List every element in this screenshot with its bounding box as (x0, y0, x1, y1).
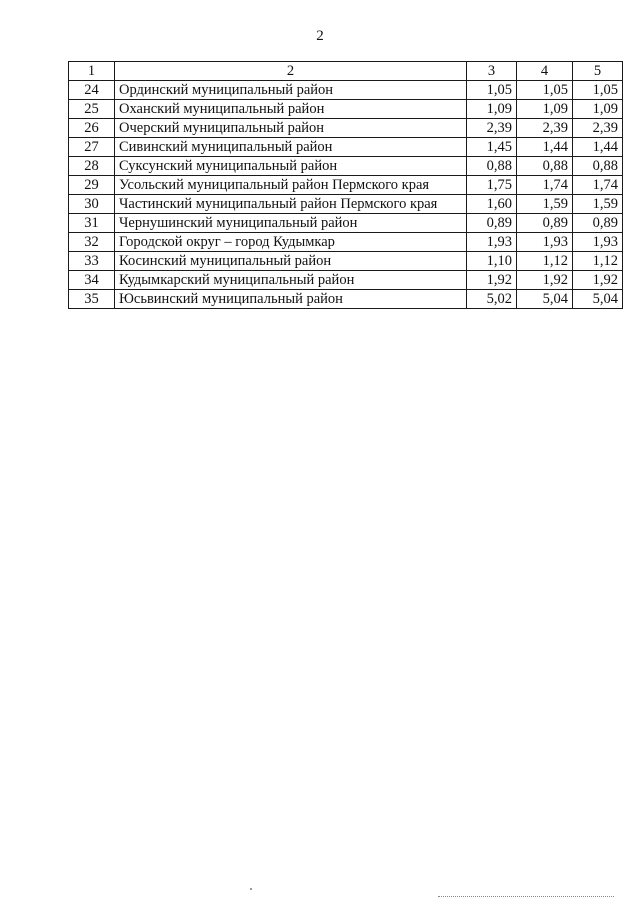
value-col4-cell: 0,88 (517, 157, 573, 176)
district-name-cell: Частинский муниципальный район Пермского края (115, 195, 467, 214)
district-name-cell: Очерский муниципальный район (115, 119, 467, 138)
value-col3-cell: 1,75 (467, 176, 517, 195)
column-header-4: 4 (517, 62, 573, 81)
row-number-cell: 30 (69, 195, 115, 214)
table-row (69, 138, 623, 157)
table-row (69, 176, 623, 195)
value-col4-cell: 1,05 (517, 81, 573, 100)
value-col5-cell: 1,44 (573, 138, 623, 157)
value-col3-cell: 1,10 (467, 252, 517, 271)
column-header-5: 5 (573, 62, 623, 81)
value-col3-cell: 1,92 (467, 271, 517, 290)
row-number-cell: 28 (69, 157, 115, 176)
value-col5-cell: 1,93 (573, 233, 623, 252)
value-col4-cell: 5,04 (517, 290, 573, 309)
value-col5-cell: 1,74 (573, 176, 623, 195)
scan-speck (250, 888, 252, 890)
row-number-cell: 32 (69, 233, 115, 252)
value-col5-cell: 1,59 (573, 195, 623, 214)
value-col4-cell: 1,74 (517, 176, 573, 195)
value-col5-cell: 0,88 (573, 157, 623, 176)
row-number-cell: 31 (69, 214, 115, 233)
value-col5-cell: 1,09 (573, 100, 623, 119)
value-col3-cell: 2,39 (467, 119, 517, 138)
value-col3-cell: 0,89 (467, 214, 517, 233)
value-col4-cell: 1,93 (517, 233, 573, 252)
value-col4-cell: 1,12 (517, 252, 573, 271)
table-row (69, 81, 623, 100)
value-col4-cell: 1,09 (517, 100, 573, 119)
district-name-cell: Усольский муниципальный район Пермского края (115, 176, 467, 195)
column-header-1: 1 (69, 62, 115, 81)
table-row (69, 214, 623, 233)
page-number: 2 (316, 28, 324, 44)
value-col4-cell: 0,89 (517, 214, 573, 233)
district-name-cell: Оханский муниципальный район (115, 100, 467, 119)
value-col5-cell: 2,39 (573, 119, 623, 138)
district-name-cell: Ординский муниципальный район (115, 81, 467, 100)
value-col4-cell: 2,39 (517, 119, 573, 138)
district-name-cell: Сивинский муниципальный район (115, 138, 467, 157)
value-col4-cell: 1,92 (517, 271, 573, 290)
value-col3-cell: 1,45 (467, 138, 517, 157)
table-row (69, 100, 623, 119)
column-header-2: 2 (115, 62, 467, 81)
row-number-cell: 34 (69, 271, 115, 290)
table-row (69, 233, 623, 252)
table-row (69, 119, 623, 138)
district-name-cell: Городской округ – город Кудымкар (115, 233, 467, 252)
value-col5-cell: 5,04 (573, 290, 623, 309)
value-col3-cell: 5,02 (467, 290, 517, 309)
table-row (69, 271, 623, 290)
district-name-cell: Суксунский муниципальный район (115, 157, 467, 176)
value-col5-cell: 1,12 (573, 252, 623, 271)
row-number-cell: 26 (69, 119, 115, 138)
row-number-cell: 29 (69, 176, 115, 195)
row-number-cell: 35 (69, 290, 115, 309)
value-col4-cell: 1,44 (517, 138, 573, 157)
table-row (69, 290, 623, 309)
district-name-cell: Юсьвинский муниципальный район (115, 290, 467, 309)
row-number-cell: 24 (69, 81, 115, 100)
table-row (69, 252, 623, 271)
table-row (69, 195, 623, 214)
district-name-cell: Чернушинский муниципальный район (115, 214, 467, 233)
column-header-3: 3 (467, 62, 517, 81)
row-number-cell: 33 (69, 252, 115, 271)
value-col3-cell: 1,09 (467, 100, 517, 119)
value-col3-cell: 1,60 (467, 195, 517, 214)
table-body (69, 81, 623, 309)
table-row (69, 157, 623, 176)
table-header-row (69, 62, 623, 81)
district-name-cell: Косинский муниципальный район (115, 252, 467, 271)
value-col3-cell: 0,88 (467, 157, 517, 176)
row-number-cell: 27 (69, 138, 115, 157)
value-col3-cell: 1,93 (467, 233, 517, 252)
value-col3-cell: 1,05 (467, 81, 517, 100)
row-number-cell: 25 (69, 100, 115, 119)
value-col5-cell: 1,05 (573, 81, 623, 100)
scan-footer-line (438, 896, 614, 898)
coefficients-table (68, 61, 623, 309)
value-col5-cell: 0,89 (573, 214, 623, 233)
value-col4-cell: 1,59 (517, 195, 573, 214)
district-name-cell: Кудымкарский муниципальный район (115, 271, 467, 290)
value-col5-cell: 1,92 (573, 271, 623, 290)
